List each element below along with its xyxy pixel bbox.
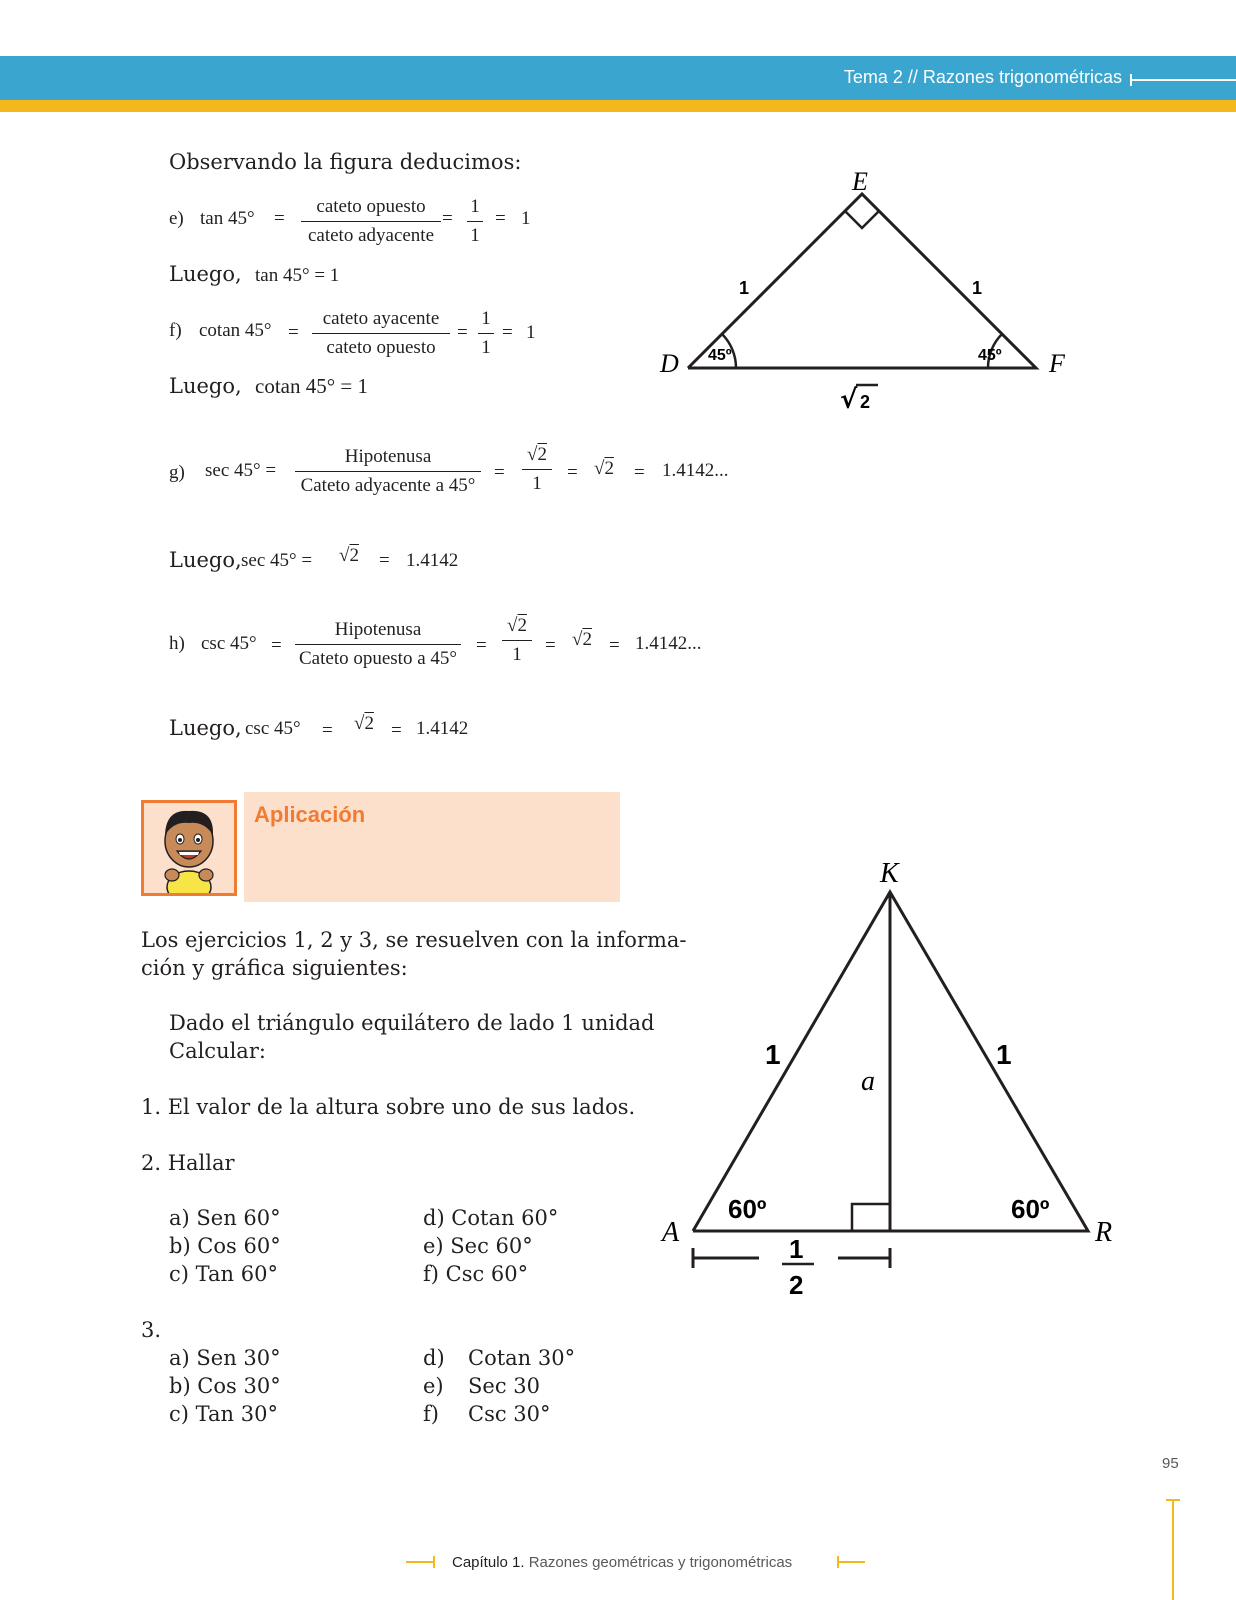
- page-number: 95: [1162, 1455, 1179, 1472]
- h-sqrt-sign: √: [507, 615, 518, 636]
- triangle-akr-figure: [650, 850, 1130, 1310]
- vertex-k-label: K: [880, 858, 899, 889]
- g-num-sqrt2: [522, 444, 552, 470]
- application-title: Aplicación: [254, 802, 366, 827]
- ex2-item-d: d) Cotan 60°: [423, 1206, 559, 1230]
- vertex-a-label: A: [662, 1217, 680, 1248]
- footer-rule-left-tick: [433, 1556, 435, 1568]
- exercises-intro-line1: Los ejercicios 1, 2 y 3, se resuelven con la informa-: [141, 928, 687, 952]
- g-conclusion: [169, 548, 242, 572]
- e-conclusion-formula: tan 45° = 1: [255, 265, 340, 286]
- f-numerator: cateto ayacente: [312, 308, 450, 334]
- h-conclusion-result: 1.4142: [416, 718, 469, 739]
- g-numerator: Hipotenusa: [295, 446, 481, 472]
- f-conclusion-formula: cotan 45° = 1: [255, 374, 368, 398]
- f-fraction: [312, 308, 450, 359]
- f-eq2: =: [457, 322, 468, 343]
- g-result: 1.4142...: [662, 460, 729, 481]
- half-denominator: 2: [789, 1270, 804, 1300]
- exercise-1: 1. El valor de la altura sobre uno de sus lados.: [141, 1095, 636, 1119]
- footer-chapter: Capítulo 1.: [452, 1554, 525, 1571]
- h-eq4: =: [609, 635, 620, 656]
- angle-r-label: 60º: [1011, 1194, 1050, 1224]
- g-sqrt2: [594, 458, 614, 480]
- header-title: Tema 2 // Razones trigonométricas: [843, 67, 1122, 87]
- f-luego: Luego,: [169, 374, 242, 398]
- e-numerator: cateto opuesto: [301, 196, 441, 222]
- g-fraction-2: [522, 444, 552, 495]
- given-line2: Calcular:: [169, 1039, 266, 1063]
- base-radicand: 2: [860, 392, 871, 412]
- e-eq3: =: [495, 208, 506, 229]
- g-sqrt-sign: √: [527, 444, 538, 465]
- half-numerator: 1: [789, 1234, 804, 1264]
- h-label: h): [169, 633, 185, 654]
- ex3-item-d: Cotan 30°: [468, 1346, 576, 1370]
- application-avatar-frame: [141, 800, 237, 896]
- vertex-r-label: R: [1095, 1217, 1113, 1248]
- g-sqrt-sign-2: √: [594, 458, 605, 479]
- f-lhs: cotan 45°: [199, 320, 272, 341]
- ex3-item-b: b) Cos 30°: [169, 1374, 281, 1398]
- e-fraction: [301, 196, 441, 247]
- page-number-rule: [1172, 1499, 1174, 1600]
- e-fraction-2: [467, 196, 483, 247]
- exercise-2: 2. Hallar: [141, 1151, 235, 1175]
- h-fraction-2: [502, 615, 532, 666]
- g-eq2: =: [494, 462, 505, 483]
- g-conclusion-lhs: sec 45° =: [241, 550, 313, 571]
- h-conclusion-eq1: =: [322, 720, 333, 741]
- g-eq4: =: [634, 462, 645, 483]
- h-conclusion-lhs: csc 45°: [245, 718, 301, 739]
- h-conclusion-sqrt2: [354, 713, 374, 735]
- g-lhs: sec 45° =: [205, 460, 277, 481]
- side-ef-label: 1: [972, 278, 983, 298]
- footer-text: [452, 1554, 792, 1571]
- h-fraction: [295, 619, 461, 670]
- e-luego: Luego,: [169, 262, 242, 286]
- angle-d-label: 45º: [708, 347, 732, 364]
- f-denominator: cateto opuesto: [326, 337, 436, 358]
- h-numerator: Hipotenusa: [295, 619, 461, 645]
- ex3-letter-e: e): [423, 1374, 444, 1398]
- h-sqrt-sign-3: √: [354, 713, 365, 734]
- g-sqrt-radicand: 2: [537, 444, 547, 465]
- vertex-f-label: F: [1049, 349, 1065, 378]
- h-result: 1.4142...: [635, 633, 702, 654]
- f-den-1: 1: [481, 337, 491, 358]
- given-line1: Dado el triángulo equilátero de lado 1 unidad: [169, 1011, 655, 1035]
- h-sqrt-radicand: 2: [517, 615, 527, 636]
- f-num-1: 1: [478, 308, 494, 334]
- h-eq3: =: [545, 635, 556, 656]
- right-angle-mark-foot: [852, 1204, 890, 1231]
- g-sqrt-sign-3: √: [339, 545, 350, 566]
- e-den-1: 1: [470, 225, 480, 246]
- g-conclusion-eq: =: [379, 550, 390, 571]
- g-eq3: =: [567, 462, 578, 483]
- exercise-3: 3.: [141, 1318, 162, 1342]
- h-sqrt-sign-2: √: [572, 629, 583, 650]
- h-sqrt-radicand-3: 2: [364, 713, 374, 734]
- ex2-item-f: f) Csc 60°: [423, 1262, 529, 1286]
- child-avatar-icon: [144, 803, 234, 893]
- intro-text: Observando la figura deducimos:: [169, 150, 522, 174]
- ex3-letter-d: d): [423, 1346, 445, 1370]
- g-sqrt-radicand-2: 2: [604, 458, 614, 479]
- h-conclusion: [169, 716, 242, 740]
- h-conclusion-eq2: =: [391, 720, 402, 741]
- g-den-1: 1: [532, 473, 542, 494]
- e-label: e): [169, 208, 184, 229]
- vertex-e-label: E: [852, 167, 868, 196]
- angle-f-label: 45º: [978, 347, 1002, 364]
- header-rule-tick: [1130, 74, 1132, 86]
- h-sqrt-radicand-2: 2: [582, 629, 592, 650]
- h-eq2: =: [476, 635, 487, 656]
- header-rule: [1130, 79, 1236, 81]
- e-eq1: =: [274, 208, 285, 229]
- h-lhs: csc 45°: [201, 633, 257, 654]
- f-eq1: =: [288, 322, 299, 343]
- f-label: f): [169, 320, 182, 341]
- e-eq2: =: [442, 208, 453, 229]
- side-de-label: 1: [739, 278, 750, 298]
- e-conclusion: [169, 262, 339, 287]
- footer-rule-left: [406, 1561, 434, 1563]
- h-sqrt2: [572, 629, 592, 651]
- ex3-letter-f: f): [423, 1402, 439, 1426]
- exercises-intro-line2: ción y gráfica siguientes:: [141, 956, 408, 980]
- side-kr-label: 1: [996, 1039, 1012, 1070]
- f-result: 1: [526, 322, 536, 343]
- g-conclusion-result: 1.4142: [406, 550, 459, 571]
- page-number-rule-tick: [1166, 1499, 1180, 1501]
- ex3-item-f: Csc 30°: [468, 1402, 551, 1426]
- h-denominator: Cateto opuesto a 45°: [299, 648, 457, 669]
- g-denominator: Cateto adyacente a 45°: [300, 475, 476, 496]
- f-eq3: =: [502, 322, 513, 343]
- right-angle-mark-e: [845, 211, 879, 228]
- ex2-item-b: b) Cos 60°: [169, 1234, 281, 1258]
- g-conclusion-sqrt2: [339, 545, 359, 567]
- height-label: a: [861, 1066, 875, 1097]
- f-conclusion: [169, 374, 368, 399]
- e-num-1: 1: [467, 196, 483, 222]
- h-eq1: =: [271, 635, 282, 656]
- base-sqrt-sign: √: [840, 385, 858, 415]
- e-result: 1: [521, 208, 531, 229]
- h-den-1: 1: [512, 644, 522, 665]
- ex3-item-a: a) Sen 30°: [169, 1346, 281, 1370]
- side-ak-label: 1: [765, 1039, 781, 1070]
- ex3-item-e: Sec 30: [468, 1374, 540, 1398]
- vertex-d-label: D: [660, 349, 679, 378]
- e-lhs: tan 45°: [200, 208, 255, 229]
- g-fraction: [295, 446, 481, 497]
- ex2-item-a: a) Sen 60°: [169, 1206, 281, 1230]
- h-luego: Luego,: [169, 716, 242, 740]
- triangle-def-figure: [640, 160, 1080, 430]
- angle-a-label: 60º: [728, 1194, 767, 1224]
- f-fraction-2: [478, 308, 494, 359]
- header-stripe: [0, 100, 1236, 112]
- footer-rule-right: [837, 1561, 865, 1563]
- e-denominator: cateto adyacente: [307, 225, 435, 246]
- g-luego: Luego,: [169, 548, 242, 572]
- footer-title: Razones geométricas y trigonométricas: [528, 1554, 793, 1571]
- ex3-item-c: c) Tan 30°: [169, 1402, 278, 1426]
- h-num-sqrt2: [502, 615, 532, 641]
- ex2-item-e: e) Sec 60°: [423, 1234, 533, 1258]
- g-label: g): [169, 462, 185, 483]
- ex2-item-c: c) Tan 60°: [169, 1262, 278, 1286]
- g-sqrt-radicand-3: 2: [349, 545, 359, 566]
